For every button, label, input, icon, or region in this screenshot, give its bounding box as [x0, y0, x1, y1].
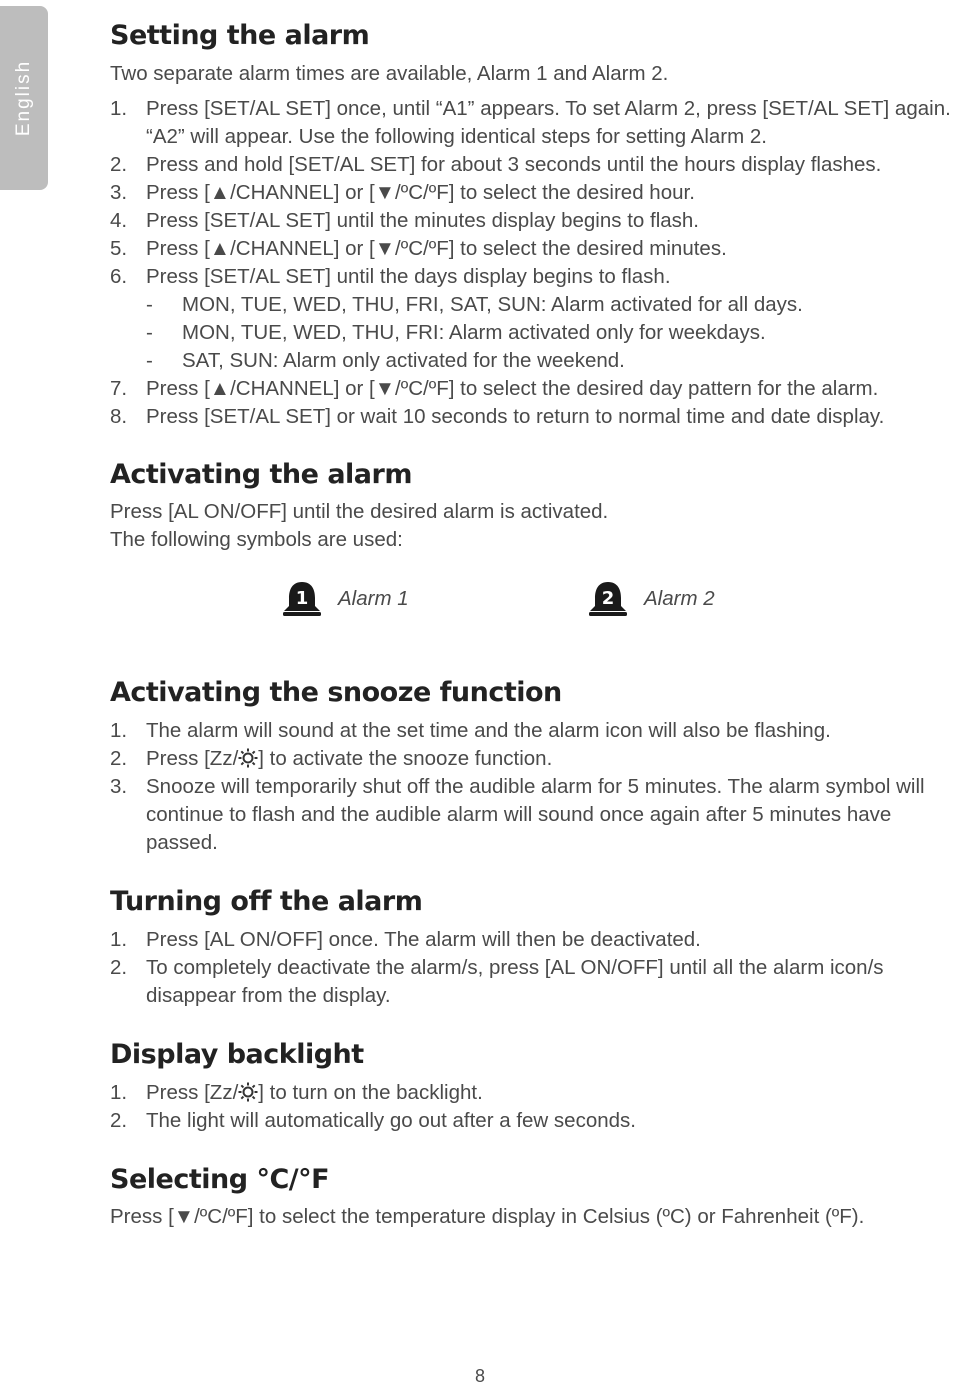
step-number: 3. — [110, 775, 128, 798]
turnoff-step-2 — [110, 954, 960, 1010]
step-text: Press [SET/AL SET] once, until “A1” appears. To set Alarm 2, press [SET/AL SET] again. “A2” will appear. Use the following identical steps for setting Alarm 2. — [146, 97, 951, 148]
step-text-post: ] to turn on the backlight. — [258, 1081, 483, 1104]
setting-step-1 — [110, 95, 960, 151]
setting-step-2 — [110, 151, 960, 179]
step-text: To completely deactivate the alarm/s, press [AL ON/OFF] until all the alarm icon/s disappear from the display. — [146, 956, 884, 1007]
language-tab — [0, 6, 48, 190]
bullet-dash: - — [146, 349, 153, 372]
step-number: 6. — [110, 265, 128, 288]
setting-step-5 — [110, 235, 960, 263]
activating-line-2: The following symbols are used: — [110, 528, 403, 551]
step-text-pre: Press [Zz/ — [146, 747, 239, 770]
setting-step-7 — [110, 375, 960, 403]
turnoff-step-1 — [110, 926, 960, 954]
alarm-symbols — [280, 580, 780, 620]
step-text: Press [SET/AL SET] until the minutes display begins to flash. — [146, 209, 699, 232]
setting-intro: Two separate alarm times are available, Alarm 1 and Alarm 2. — [110, 62, 669, 85]
temp-unit-text: Press [▼/ºC/ºF] to select the temperature display in Celsius (ºC) or Fahrenheit (ºF). — [110, 1205, 865, 1228]
day-option-text: SAT, SUN: Alarm only activated for the weekend. — [182, 349, 625, 372]
day-option-text: MON, TUE, WED, THU, FRI: Alarm activated only for weekdays. — [182, 321, 766, 344]
step-number: 8. — [110, 405, 128, 428]
step-number: 2. — [110, 1109, 128, 1132]
turnoff-steps-list — [110, 926, 960, 1010]
day-option-text: MON, TUE, WED, THU, FRI, SAT, SUN: Alarm activated for all days. — [182, 293, 803, 316]
step-number: 4. — [110, 209, 128, 232]
step-text: The alarm will sound at the set time and the alarm icon will also be flashing. — [146, 719, 831, 742]
snooze-step-1 — [110, 717, 960, 745]
day-option-weekdays — [110, 319, 960, 347]
bell-digit: 2 — [601, 588, 615, 609]
snooze-step-3 — [110, 773, 960, 857]
heading-turn-off: Turning off the alarm — [110, 886, 423, 917]
step-number: 1. — [110, 97, 128, 120]
step-number: 2. — [110, 956, 128, 979]
heading-activating-alarm: Activating the alarm — [110, 459, 412, 490]
activating-line-1: Press [AL ON/OFF] until the desired alarm is activated. — [110, 500, 609, 523]
step-text: Press [SET/AL SET] or wait 10 seconds to return to normal time and date display. — [146, 405, 885, 428]
day-option-weekend — [110, 347, 960, 375]
backlight-light-icon — [238, 1082, 258, 1102]
setting-step-3 — [110, 179, 960, 207]
step-text: Press [AL ON/OFF] once. The alarm will then be deactivated. — [146, 928, 701, 951]
language-tab-label: English — [13, 59, 35, 137]
setting-steps-list — [110, 95, 960, 431]
snooze-steps-list — [110, 717, 960, 857]
alarm-2-label: Alarm 2 — [644, 587, 715, 610]
alarm-1-symbol — [280, 580, 409, 618]
heading-backlight: Display backlight — [110, 1039, 364, 1070]
step-number: 2. — [110, 747, 128, 770]
step-number: 3. — [110, 181, 128, 204]
alarm-1-label: Alarm 1 — [338, 587, 409, 610]
backlight-step-2 — [110, 1107, 960, 1135]
step-number: 7. — [110, 377, 128, 400]
step-text: Press [SET/AL SET] until the days display begins to flash. — [146, 265, 671, 288]
snooze-step-2 — [110, 745, 960, 773]
step-text-post: ] to activate the snooze function. — [258, 747, 553, 770]
bullet-dash: - — [146, 321, 153, 344]
step-text: The light will automatically go out after a few seconds. — [146, 1109, 636, 1132]
step-number: 5. — [110, 237, 128, 260]
bullet-dash: - — [146, 293, 153, 316]
alarm-bell-1-icon — [280, 580, 324, 618]
backlight-steps-list — [110, 1079, 960, 1135]
alarm-bell-2-icon — [586, 580, 630, 618]
backlight-step-1 — [110, 1079, 960, 1107]
step-text: Press [▲/CHANNEL] or [▼/ºC/ºF] to select the desired minutes. — [146, 237, 727, 260]
step-text: Press and hold [SET/AL SET] for about 3 seconds until the hours display flashes. — [146, 153, 882, 176]
heading-select-temp-unit: Selecting °C/°F — [110, 1164, 330, 1195]
alarm-2-symbol — [586, 580, 715, 618]
setting-step-4 — [110, 207, 960, 235]
step-text: Press [▲/CHANNEL] or [▼/ºC/ºF] to select the desired day pattern for the alarm. — [146, 377, 879, 400]
step-text: Snooze will temporarily shut off the audible alarm for 5 minutes. The alarm symbol will continue to flash and the audible alarm will sound once again after 5 minutes have passed. — [146, 775, 925, 854]
step-text: Press [▲/CHANNEL] or [▼/ºC/ºF] to select the desired hour. — [146, 181, 695, 204]
page-number: 8 — [474, 1366, 485, 1386]
step-number: 1. — [110, 719, 128, 742]
setting-step-8 — [110, 403, 960, 431]
step-number: 1. — [110, 1081, 128, 1104]
heading-snooze: Activating the snooze function — [110, 677, 562, 708]
heading-setting-alarm: Setting the alarm — [110, 20, 370, 51]
bell-digit: 1 — [295, 588, 309, 609]
day-option-all — [110, 291, 960, 319]
step-number: 2. — [110, 153, 128, 176]
step-number: 1. — [110, 928, 128, 951]
step-text-pre: Press [Zz/ — [146, 1081, 239, 1104]
snooze-light-icon — [238, 748, 258, 768]
setting-step-6 — [110, 263, 960, 291]
